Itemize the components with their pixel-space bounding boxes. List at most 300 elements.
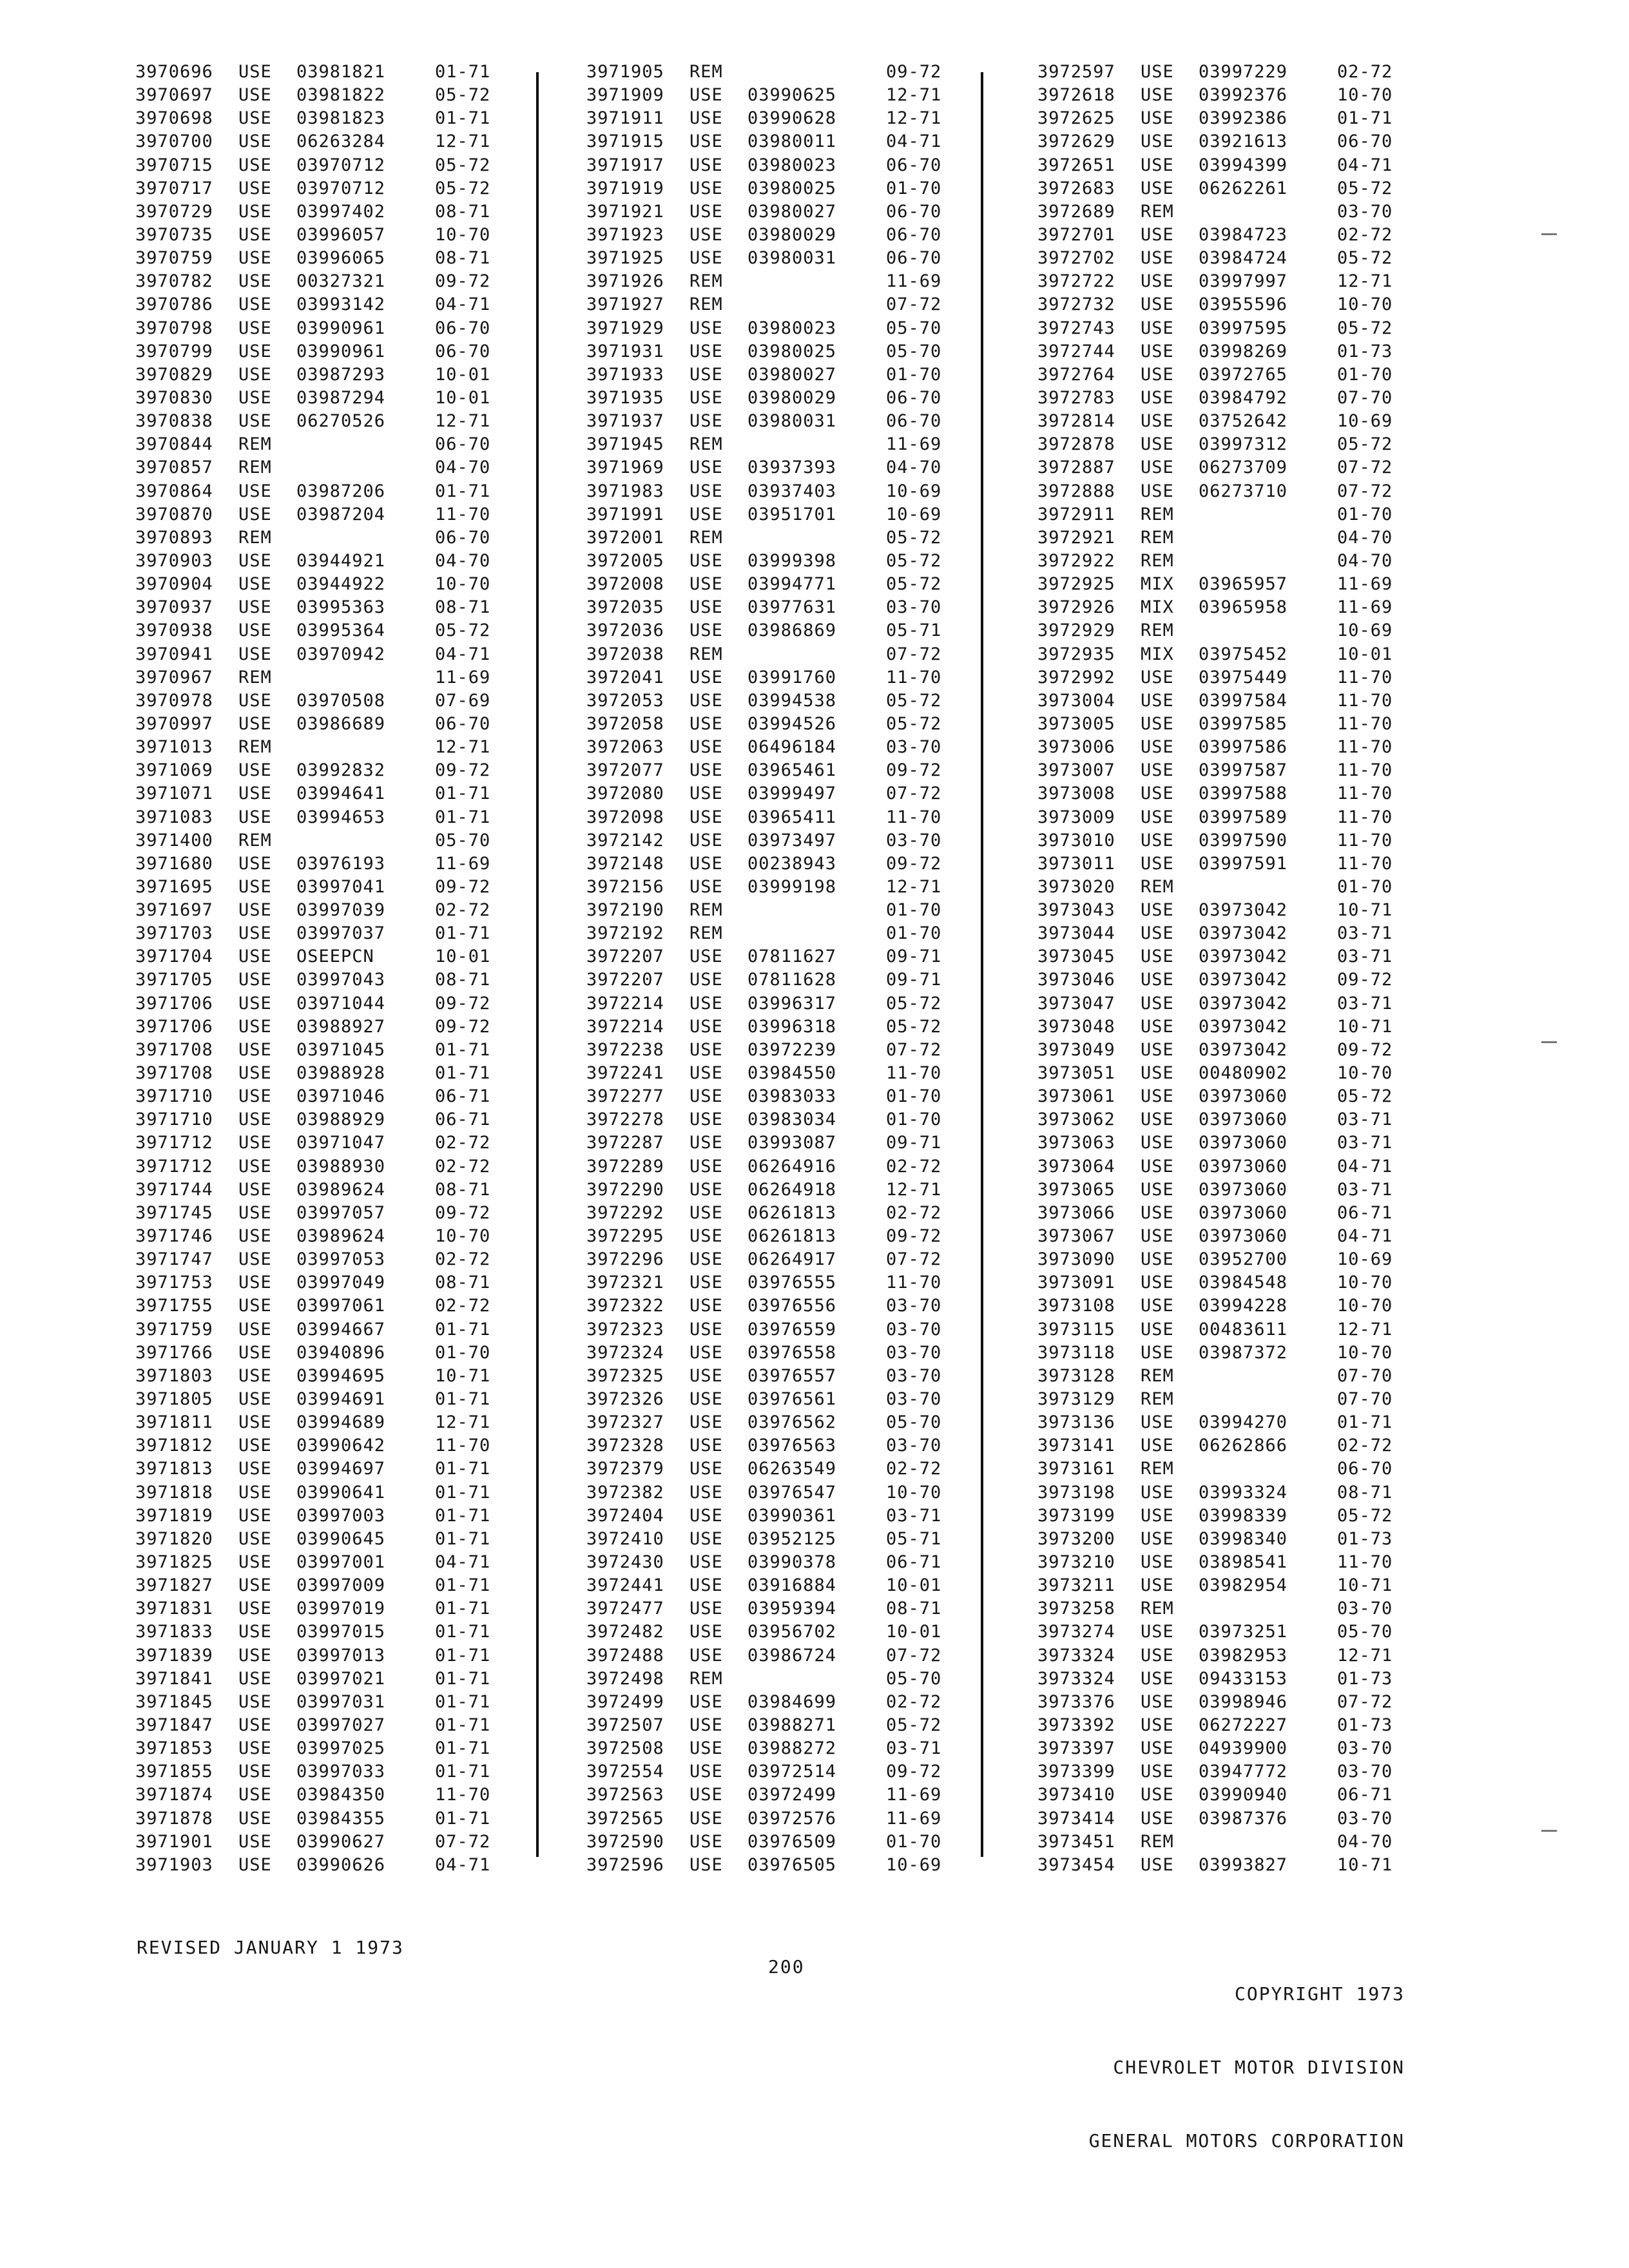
action-code: USE <box>238 1762 272 1782</box>
parts-row <box>135 1574 519 1597</box>
action-code: USE <box>689 667 723 687</box>
replacement-number: 03987204 <box>296 504 386 524</box>
part-number: 3973007 <box>1037 760 1115 781</box>
effective-date: 04-70 <box>1337 527 1393 548</box>
parts-row <box>135 666 519 689</box>
replacement-number: 03997021 <box>296 1668 386 1689</box>
replacement-number: 03997057 <box>296 1202 386 1223</box>
replacement-number: 03976505 <box>747 1854 837 1875</box>
replacement-number: 03988271 <box>747 1715 837 1735</box>
action-code: REM <box>689 900 723 921</box>
part-number: 3973049 <box>1037 1039 1115 1060</box>
part-number: 3973274 <box>1037 1622 1115 1642</box>
action-code: USE <box>1141 1622 1174 1642</box>
effective-date: 01-71 <box>435 1808 491 1829</box>
parts-row <box>586 806 970 829</box>
parts-row <box>1037 1271 1421 1294</box>
parts-row <box>586 480 970 503</box>
parts-row <box>135 1667 519 1691</box>
parts-row <box>1037 270 1421 293</box>
replacement-number: 03991760 <box>747 667 837 687</box>
action-code: USE <box>238 1691 272 1712</box>
part-number: 3972156 <box>586 876 664 897</box>
replacement-number: 03959394 <box>747 1599 837 1619</box>
effective-date: 01-70 <box>1337 876 1393 897</box>
effective-date: 03-71 <box>1337 947 1393 967</box>
action-code: USE <box>1141 1528 1174 1549</box>
action-code: USE <box>1141 1296 1174 1316</box>
parts-column-2 <box>586 61 970 1877</box>
parts-row <box>135 643 519 666</box>
effective-date: 06-71 <box>435 1086 491 1107</box>
part-number: 3972888 <box>1037 481 1115 501</box>
part-number: 3973118 <box>1037 1342 1115 1363</box>
part-number: 3972292 <box>586 1202 664 1223</box>
effective-date: 01-71 <box>435 783 491 804</box>
effective-date: 05-72 <box>886 690 942 711</box>
part-number: 3970697 <box>135 85 213 106</box>
parts-row <box>135 1365 519 1388</box>
effective-date: 09-72 <box>435 271 491 292</box>
replacement-number: 03997041 <box>296 876 386 897</box>
replacement-number: 03986689 <box>296 713 386 734</box>
part-number: 3971903 <box>135 1854 213 1875</box>
effective-date: 01-71 <box>435 807 491 827</box>
replacement-number: 03984548 <box>1199 1273 1288 1293</box>
parts-row <box>1037 1062 1421 1085</box>
replacement-number: 03984792 <box>1199 387 1288 408</box>
parts-row <box>586 1202 970 1225</box>
parts-row <box>586 1597 970 1620</box>
replacement-number: 00483611 <box>1199 1319 1288 1340</box>
action-code: REM <box>689 434 723 455</box>
parts-row <box>586 596 970 619</box>
parts-row <box>135 992 519 1015</box>
effective-date: 08-71 <box>435 970 491 990</box>
parts-row <box>1037 480 1421 503</box>
replacement-number: 03987294 <box>296 387 386 408</box>
part-number: 3973047 <box>1037 993 1115 1014</box>
replacement-number: 03997027 <box>296 1715 386 1735</box>
part-number: 3972629 <box>1037 131 1115 152</box>
part-number: 3972683 <box>1037 178 1115 198</box>
action-code: USE <box>1141 294 1174 315</box>
part-number: 3971766 <box>135 1342 213 1363</box>
parts-row <box>135 293 519 316</box>
action-code: USE <box>1141 760 1174 781</box>
part-number: 3972324 <box>586 1342 664 1363</box>
action-code: REM <box>238 457 272 478</box>
part-number: 3972041 <box>586 667 664 687</box>
effective-date: 02-72 <box>1337 1436 1393 1456</box>
replacement-number: 03994695 <box>296 1365 386 1386</box>
action-code: USE <box>1141 1808 1174 1829</box>
parts-row <box>586 1178 970 1202</box>
parts-row <box>586 1714 970 1737</box>
part-number: 3973010 <box>1037 830 1115 850</box>
action-code: USE <box>238 1110 272 1130</box>
replacement-number: 03951701 <box>747 504 837 524</box>
replacement-number: 03995364 <box>296 620 386 641</box>
part-number: 3973044 <box>1037 923 1115 944</box>
parts-row <box>586 1667 970 1691</box>
effective-date: 11-70 <box>886 807 942 827</box>
part-number: 3970715 <box>135 155 213 175</box>
effective-date: 01-73 <box>1337 341 1393 361</box>
replacement-number: 06273710 <box>1199 481 1288 501</box>
effective-date: 10-70 <box>1337 1342 1393 1363</box>
action-code: USE <box>1141 1412 1174 1433</box>
parts-row <box>135 1831 519 1854</box>
part-number: 3972207 <box>586 970 664 990</box>
effective-date: 02-72 <box>1337 62 1393 82</box>
part-number: 3973200 <box>1037 1528 1115 1549</box>
action-code: USE <box>1141 341 1174 361</box>
part-number: 3970838 <box>135 411 213 432</box>
replacement-number: 03997587 <box>1199 760 1288 781</box>
action-code: USE <box>238 1063 272 1084</box>
parts-row <box>586 1318 970 1341</box>
replacement-number: 03988930 <box>296 1156 386 1177</box>
parts-row <box>586 876 970 899</box>
parts-row <box>586 1644 970 1667</box>
replacement-number: 03976509 <box>747 1831 837 1852</box>
effective-date: 01-71 <box>435 1622 491 1642</box>
action-code: USE <box>238 574 272 595</box>
effective-date: 04-70 <box>435 550 491 571</box>
parts-row <box>135 130 519 153</box>
effective-date: 09-72 <box>435 1202 491 1223</box>
replacement-number: 03994691 <box>296 1389 386 1410</box>
replacement-number: 03973042 <box>1199 900 1288 921</box>
effective-date: 01-71 <box>435 1575 491 1596</box>
parts-row <box>1037 1760 1421 1783</box>
part-number: 3972565 <box>586 1808 664 1829</box>
action-code: USE <box>689 1505 723 1526</box>
effective-date: 02-72 <box>886 1202 942 1223</box>
effective-date: 07-72 <box>886 294 942 315</box>
replacement-number: 03997595 <box>1199 318 1288 338</box>
effective-date: 03-71 <box>886 1505 942 1526</box>
action-code: USE <box>689 201 723 222</box>
replacement-number: 03990642 <box>296 1436 386 1456</box>
replacement-number: 03983033 <box>747 1086 837 1107</box>
parts-row <box>135 1341 519 1365</box>
part-number: 3973065 <box>1037 1179 1115 1200</box>
action-code: USE <box>1141 947 1174 967</box>
part-number: 3971923 <box>586 224 664 245</box>
part-number: 3973067 <box>1037 1226 1115 1247</box>
effective-date: 10-71 <box>1337 1016 1393 1037</box>
parts-row <box>1037 1667 1421 1691</box>
effective-date: 08-71 <box>435 1179 491 1200</box>
replacement-number: OSEEPCN <box>296 947 374 967</box>
replacement-number: 03970508 <box>296 690 386 711</box>
part-number: 3973006 <box>1037 737 1115 758</box>
action-code: USE <box>238 1086 272 1107</box>
effective-date: 11-70 <box>1337 1552 1393 1572</box>
effective-date: 05-71 <box>886 620 942 641</box>
part-number: 3972488 <box>586 1645 664 1666</box>
action-code: REM <box>1141 1831 1174 1852</box>
effective-date: 05-72 <box>886 574 942 595</box>
parts-row <box>135 922 519 945</box>
effective-date: 10-70 <box>1337 1273 1393 1293</box>
action-code: USE <box>238 1831 272 1852</box>
action-code: USE <box>689 1599 723 1619</box>
effective-date: 01-71 <box>1337 1412 1393 1433</box>
action-code: USE <box>238 1133 272 1153</box>
parts-row <box>135 713 519 736</box>
action-code: USE <box>238 1854 272 1875</box>
parts-row <box>1037 1318 1421 1341</box>
effective-date: 05-72 <box>886 1715 942 1735</box>
parts-row <box>586 1807 970 1831</box>
effective-date: 03-70 <box>1337 1738 1393 1759</box>
replacement-number: 03973251 <box>1199 1622 1288 1642</box>
replacement-number: 03987206 <box>296 481 386 501</box>
part-number: 3972477 <box>586 1599 664 1619</box>
part-number: 3972922 <box>1037 550 1115 571</box>
replacement-number: 03987293 <box>296 364 386 385</box>
replacement-number: 03984355 <box>296 1808 386 1829</box>
part-number: 3972295 <box>586 1226 664 1247</box>
action-code: USE <box>238 807 272 827</box>
parts-row <box>586 1854 970 1877</box>
action-code: USE <box>238 550 272 571</box>
parts-row <box>1037 130 1421 153</box>
effective-date: 09-72 <box>1337 1039 1393 1060</box>
parts-row <box>586 1294 970 1318</box>
effective-date: 01-70 <box>1337 504 1393 524</box>
action-code: USE <box>689 1016 723 1037</box>
part-number: 3971759 <box>135 1319 213 1340</box>
parts-row <box>135 1178 519 1202</box>
effective-date: 06-70 <box>886 224 942 245</box>
parts-row <box>135 1481 519 1504</box>
parts-row <box>135 526 519 550</box>
replacement-number: 03990645 <box>296 1528 386 1549</box>
action-code: USE <box>238 1226 272 1247</box>
action-code: USE <box>238 1482 272 1503</box>
action-code: USE <box>689 1575 723 1596</box>
replacement-number: 03956702 <box>747 1622 837 1642</box>
parts-row <box>135 1434 519 1457</box>
action-code: REM <box>238 667 272 687</box>
parts-row <box>135 1504 519 1528</box>
effective-date: 09-72 <box>435 760 491 781</box>
action-code: USE <box>1141 271 1174 292</box>
action-code: REM <box>1141 1389 1174 1410</box>
effective-date: 05-71 <box>886 1528 942 1549</box>
parts-row <box>1037 387 1421 410</box>
part-number: 3972499 <box>586 1691 664 1712</box>
action-code: USE <box>1141 970 1174 990</box>
part-number: 3971909 <box>586 85 664 106</box>
effective-date: 10-69 <box>1337 1249 1393 1270</box>
parts-row <box>135 806 519 829</box>
action-code: REM <box>1141 1459 1174 1479</box>
action-code: USE <box>1141 690 1174 711</box>
part-number: 3973064 <box>1037 1156 1115 1177</box>
part-number: 3970864 <box>135 481 213 501</box>
replacement-number: 03997053 <box>296 1249 386 1270</box>
action-code: USE <box>1141 1063 1174 1084</box>
action-code: REM <box>238 737 272 758</box>
effective-date: 05-72 <box>886 713 942 734</box>
replacement-number: 03984699 <box>747 1691 837 1712</box>
action-code: USE <box>238 504 272 524</box>
part-number: 3972701 <box>1037 224 1115 245</box>
effective-date: 01-71 <box>435 481 491 501</box>
parts-row <box>135 1714 519 1737</box>
replacement-number: 03973060 <box>1199 1133 1288 1153</box>
replacement-number: 03980029 <box>747 387 837 408</box>
replacement-number: 03976547 <box>747 1482 837 1503</box>
replacement-number: 06270526 <box>296 411 386 432</box>
action-code: USE <box>238 318 272 338</box>
part-number: 3970798 <box>135 318 213 338</box>
replacement-number: 03984723 <box>1199 224 1288 245</box>
effective-date: 05-72 <box>886 1016 942 1037</box>
effective-date: 10-69 <box>1337 411 1393 432</box>
parts-row <box>1037 1691 1421 1714</box>
part-number: 3971827 <box>135 1575 213 1596</box>
effective-date: 10-70 <box>886 1482 942 1503</box>
effective-date: 09-71 <box>886 970 942 990</box>
parts-row <box>135 433 519 456</box>
parts-row <box>1037 1574 1421 1597</box>
effective-date: 10-71 <box>435 1365 491 1386</box>
parts-row <box>135 154 519 177</box>
replacement-number: 03997039 <box>296 900 386 921</box>
effective-date: 07-72 <box>1337 457 1393 478</box>
effective-date: 08-71 <box>1337 1482 1393 1503</box>
replacement-number: 03973060 <box>1199 1156 1288 1177</box>
replacement-number: 03973060 <box>1199 1226 1288 1247</box>
parts-row <box>586 573 970 596</box>
replacement-number: 03999198 <box>747 876 837 897</box>
replacement-number: 03988927 <box>296 1016 386 1037</box>
effective-date: 03-70 <box>886 737 942 758</box>
effective-date: 05-70 <box>435 830 491 850</box>
effective-date: 01-70 <box>886 900 942 921</box>
part-number: 3970978 <box>135 690 213 711</box>
replacement-number: 06496184 <box>747 737 837 758</box>
effective-date: 01-70 <box>435 1342 491 1363</box>
effective-date: 11-69 <box>1337 597 1393 618</box>
action-code: REM <box>689 527 723 548</box>
effective-date: 01-71 <box>435 1715 491 1735</box>
action-code: USE <box>1141 1086 1174 1107</box>
effective-date: 03-71 <box>1337 1179 1393 1200</box>
part-number: 3972036 <box>586 620 664 641</box>
parts-row <box>1037 852 1421 876</box>
replacement-number: 04939900 <box>1199 1738 1288 1759</box>
part-number: 3972911 <box>1037 504 1115 524</box>
part-number: 3973046 <box>1037 970 1115 990</box>
parts-row <box>586 1131 970 1155</box>
part-number: 3970799 <box>135 341 213 361</box>
effective-date: 03-70 <box>1337 1808 1393 1829</box>
action-code: USE <box>238 1179 272 1200</box>
part-number: 3972277 <box>586 1086 664 1107</box>
parts-row <box>586 293 970 316</box>
replacement-number: 00480902 <box>1199 1063 1288 1084</box>
action-code: REM <box>1141 550 1174 571</box>
effective-date: 04-70 <box>1337 1831 1393 1852</box>
replacement-number: 03994653 <box>296 807 386 827</box>
replacement-number: 03984350 <box>296 1785 386 1805</box>
action-code: USE <box>238 1599 272 1619</box>
action-code: USE <box>689 1691 723 1712</box>
replacement-number: 03997001 <box>296 1552 386 1572</box>
replacement-number: 03990940 <box>1199 1785 1288 1805</box>
action-code: USE <box>1141 131 1174 152</box>
part-number: 3971841 <box>135 1668 213 1689</box>
part-number: 3973198 <box>1037 1482 1115 1503</box>
action-code: USE <box>689 155 723 175</box>
parts-row <box>586 224 970 247</box>
part-number: 3971839 <box>135 1645 213 1666</box>
effective-date: 01-71 <box>435 1738 491 1759</box>
replacement-number: 03996057 <box>296 224 386 245</box>
effective-date: 03-71 <box>886 1738 942 1759</box>
effective-date: 01-70 <box>886 364 942 385</box>
effective-date: 09-72 <box>435 876 491 897</box>
effective-date: 09-72 <box>886 1226 942 1247</box>
effective-date: 11-69 <box>886 1785 942 1805</box>
part-number: 3971926 <box>586 271 664 292</box>
part-number: 3972404 <box>586 1505 664 1526</box>
part-number: 3973108 <box>1037 1296 1115 1316</box>
replacement-number: 03994641 <box>296 783 386 804</box>
effective-date: 10-71 <box>1337 1854 1393 1875</box>
part-number: 3971071 <box>135 783 213 804</box>
action-code: USE <box>238 1459 272 1479</box>
action-code: USE <box>689 1319 723 1340</box>
part-number: 3973414 <box>1037 1808 1115 1829</box>
action-code: USE <box>689 1273 723 1293</box>
part-number: 3973063 <box>1037 1133 1115 1153</box>
effective-date: 04-71 <box>1337 1226 1393 1247</box>
action-code: USE <box>238 1738 272 1759</box>
effective-date: 01-71 <box>435 1645 491 1666</box>
replacement-number: 06272227 <box>1199 1715 1288 1735</box>
effective-date: 06-70 <box>886 248 942 269</box>
part-number: 3973091 <box>1037 1273 1115 1293</box>
parts-row <box>1037 945 1421 968</box>
part-number: 3973258 <box>1037 1599 1115 1619</box>
part-number: 3971803 <box>135 1365 213 1386</box>
action-code: USE <box>689 947 723 967</box>
parts-row <box>586 968 970 992</box>
action-code: USE <box>689 1459 723 1479</box>
part-number: 3973397 <box>1037 1738 1115 1759</box>
parts-row <box>135 596 519 619</box>
replacement-number: 00238943 <box>747 853 837 874</box>
effective-date: 01-71 <box>1337 108 1393 129</box>
part-number: 3971929 <box>586 318 664 338</box>
parts-row <box>1037 1131 1421 1155</box>
action-code: USE <box>238 970 272 990</box>
parts-row <box>135 829 519 852</box>
replacement-number: 03997588 <box>1199 783 1288 804</box>
parts-row <box>135 1457 519 1481</box>
parts-row <box>586 503 970 526</box>
action-code: REM <box>689 62 723 82</box>
action-code: USE <box>238 1622 272 1642</box>
